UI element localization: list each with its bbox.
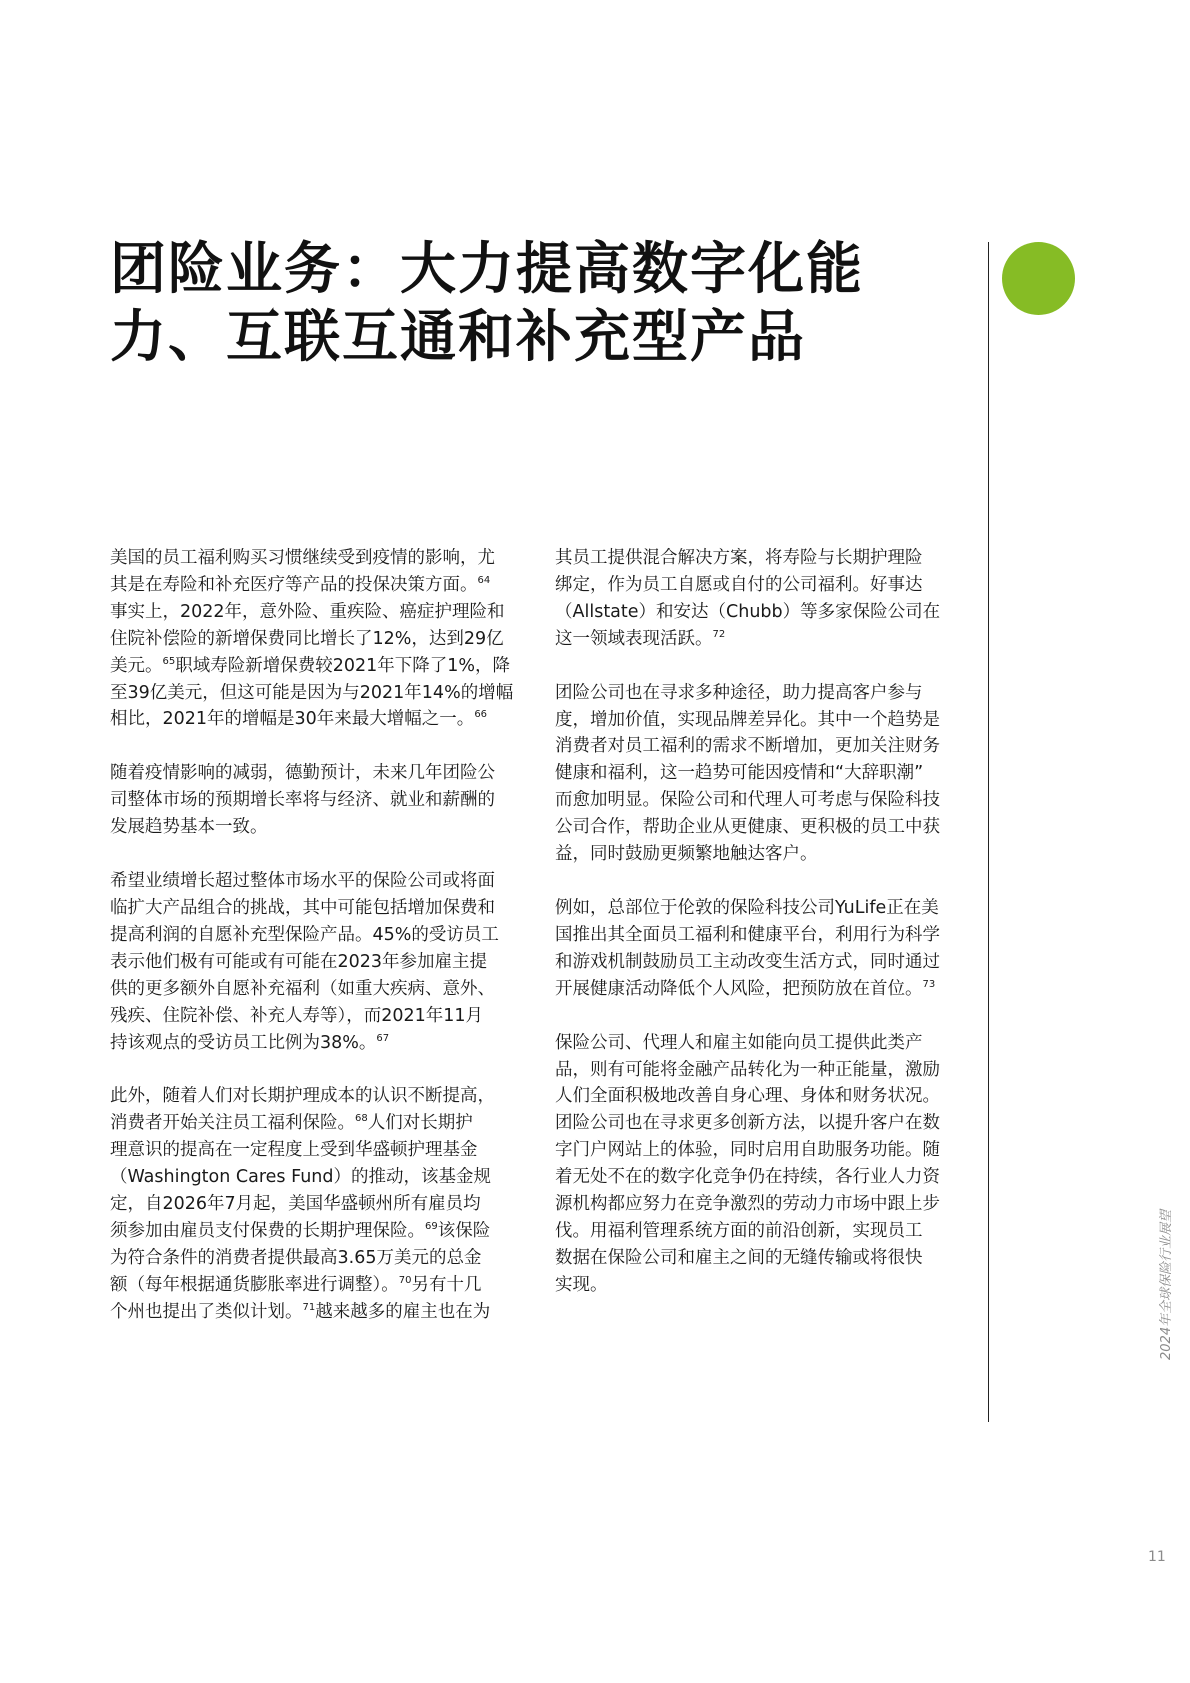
text-line: 事实上，2022年，意外险、重疾险、癌症护理险和 <box>110 601 505 622</box>
page-number: 11 <box>1148 1549 1166 1565</box>
footnote-marker: 67 <box>376 1032 390 1044</box>
text-line: 其员工提供混合解决方案，将寿险与长期护理险 <box>555 548 923 568</box>
text-line: 残疾、住院补偿、补充人寿等），而2021年11月 <box>110 1005 484 1026</box>
paragraph <box>555 1030 975 1299</box>
paragraph <box>110 545 530 733</box>
text-line: 团险公司也在寻求更多创新方法，以提升客户在数 <box>555 1113 940 1134</box>
report-side-label: 2024年全球保险行业展望 <box>1159 1209 1174 1360</box>
text-line: 消费者对员工福利的需求不断增加，更加关注财务 <box>555 736 940 757</box>
text-line: 益，同时鼓励更频繁地触达客户。 <box>555 844 818 865</box>
text-line: 额（每年根据通货膨胀率进行调整）。$^{70}$另有十几 <box>110 1274 482 1295</box>
paragraph <box>555 680 975 868</box>
text-line: 住院补偿险的新增保费同比增长了12%，达到29亿 <box>110 628 504 649</box>
text-line: 度，增加价值，实现品牌差异化。其中一个趋势是 <box>555 709 940 730</box>
footnote-marker: 73 <box>922 978 936 990</box>
text-line: 个州也提出了类似计划。$^{71}$越来越多的雇主也在为 <box>110 1301 491 1322</box>
paragraph <box>110 760 530 841</box>
footnote-marker: 71 <box>302 1301 316 1313</box>
footnote-marker: 66 <box>474 709 488 721</box>
right-text-column <box>555 545 975 1326</box>
text-line: 人们全面积极地改善自身心理、身体和财务状况。 <box>555 1086 940 1107</box>
text-line: 发展趋势基本一致。 <box>110 817 268 838</box>
text-line: 提高利润的自愿补充型保险产品。45%的受访员工 <box>110 924 499 945</box>
text-line: 为符合条件的消费者提供最高3.65万美元的总金 <box>110 1247 482 1268</box>
text-line: 此外，随着人们对长期护理成本的认识不断提高， <box>110 1086 495 1107</box>
paragraph <box>110 1083 530 1325</box>
text-line: 消费者开始关注员工福利保险。$^{68}$人们对长期护 <box>110 1113 473 1134</box>
text-line: 开展健康活动降低个人风险，把预防放在首位。$^{73}$ <box>555 978 936 999</box>
text-line: 供的更多额外自愿补充福利（如重大疾病、意外、 <box>110 978 495 999</box>
text-line: 伐。用福利管理系统方面的前沿创新，实现员工 <box>555 1220 923 1241</box>
text-line: 希望业绩增长超过整体市场水平的保险公司或将面 <box>110 871 495 892</box>
text-line: 例如，总部位于伦敦的保险科技公司YuLife正在美 <box>555 897 939 918</box>
text-line: 美元。$^{65}$职域寿险新增保费较2021年下降了1%，降 <box>110 655 511 676</box>
text-line: 随着疫情影响的减弱，德勤预计，未来几年团险公 <box>110 763 495 784</box>
text-line: 数据在保险公司和雇主之间的无缝传输或将很快 <box>555 1247 923 1268</box>
text-line: 定，自2026年7月起，美国华盛顿州所有雇员均 <box>110 1194 481 1215</box>
text-line: 和游戏机制鼓励员工主动改变生活方式，同时通过 <box>555 951 940 972</box>
text-line: 团险公司也在寻求多种途径，助力提高客户参与 <box>555 682 923 703</box>
footnote-marker: 65 <box>162 655 176 667</box>
text-line: 这一领域表现活跃。$^{72}$ <box>555 628 726 649</box>
text-line: 表示他们极有可能或有可能在2023年参加雇主提 <box>110 951 488 972</box>
text-line: 其是在寿险和补充医疗等产品的投保决策方面。$^{64}$ <box>110 574 491 595</box>
text-line: 着无处不在的数字化竞争仍在持续，各行业人力资 <box>555 1167 940 1188</box>
text-line: 健康和福利，这一趋势可能因疫情和“大辞职潮” <box>555 763 924 784</box>
footnote-marker: 68 <box>355 1113 368 1125</box>
left-text-column <box>110 545 530 1353</box>
text-line: 须参加由雇员支付保费的长期护理保险。$^{69}$该保险 <box>110 1220 491 1241</box>
text-line: 字门户网站上的体验，同时启用自助服务功能。随 <box>555 1140 940 1161</box>
text-line: 实现。 <box>555 1274 608 1295</box>
text-line: 绑定，作为员工自愿或自付的公司福利。好事达 <box>555 574 923 595</box>
text-line: 至39亿美元，但这可能是因为与2021年14%的增幅 <box>110 682 514 703</box>
green-circle-icon <box>1002 242 1075 315</box>
text-line: 而愈加明显。保险公司和代理人可考虑与保险科技 <box>555 790 940 811</box>
footnote-marker: 70 <box>398 1274 412 1286</box>
page-title <box>110 236 910 372</box>
text-line: 公司合作，帮助企业从更健康、更积极的员工中获 <box>555 817 940 838</box>
text-line: 司整体市场的预期增长率将与经济、就业和薪酬的 <box>110 790 495 811</box>
text-line: 源机构都应努力在竞争激烈的劳动力市场中跟上步 <box>555 1194 940 1215</box>
text-line: 相比，2021年的增幅是30年来最大增幅之一。$^{66}$ <box>110 709 488 730</box>
footnote-marker: 64 <box>477 575 491 587</box>
vertical-divider <box>988 242 989 1422</box>
text-line: 持该观点的受访员工比例为38%。$^{67}$ <box>110 1032 390 1053</box>
text-line: 临扩大产品组合的挑战，其中可能包括增加保费和 <box>110 897 495 918</box>
text-line: 美国的员工福利购买习惯继续受到疫情的影响，尤 <box>110 548 495 568</box>
footnote-marker: 69 <box>425 1221 438 1233</box>
text-line: 国推出其全面员工福利和健康平台，利用行为科学 <box>555 924 940 945</box>
paragraph <box>555 895 975 1003</box>
text-line: （Allstate）和安达（Chubb）等多家保险公司在 <box>555 601 941 622</box>
text-line: 理意识的提高在一定程度上受到华盛顿护理基金 <box>110 1140 478 1161</box>
paragraph <box>110 868 530 1056</box>
footnote-marker: 72 <box>712 628 726 640</box>
text-line: 品，则有可能将金融产品转化为一种正能量，激励 <box>555 1059 940 1080</box>
page-title-line-2: 力、互联互通和补充型产品 <box>110 305 806 370</box>
page-title-line-1: 团险业务：大力提高数字化能 <box>110 237 864 302</box>
paragraph <box>555 545 975 653</box>
text-line: 保险公司、代理人和雇主如能向员工提供此类产 <box>555 1032 923 1053</box>
text-line: （Washington Cares Fund）的推动，该基金规 <box>110 1167 492 1188</box>
